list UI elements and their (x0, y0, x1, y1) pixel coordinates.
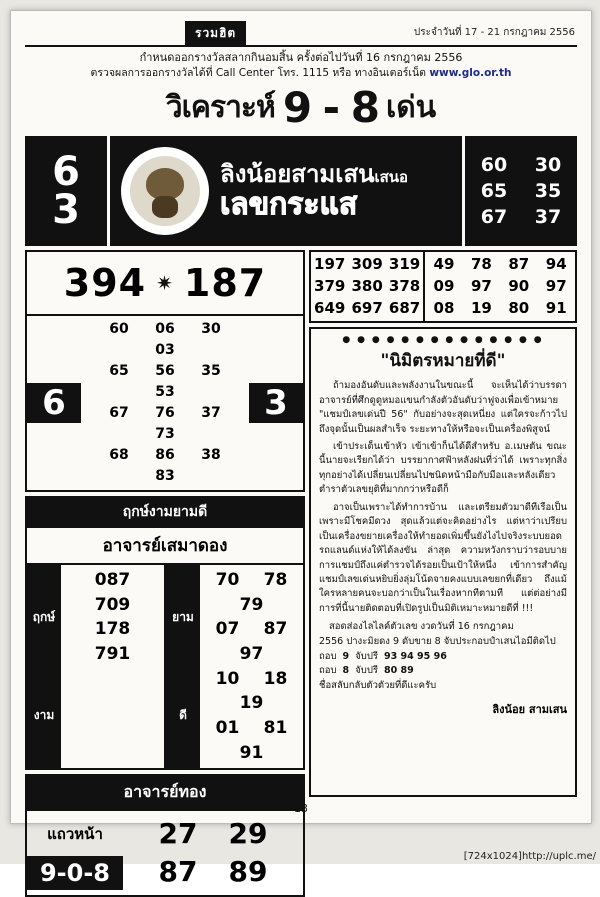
band-pair-b: 37 (534, 206, 562, 229)
table-row: 178 (94, 619, 131, 640)
body-columns (25, 250, 577, 897)
cell: 97 (545, 276, 567, 295)
luck-label-bottom: ดี (179, 707, 187, 722)
cell: 197 (314, 255, 346, 274)
band-right-pairs (465, 136, 577, 246)
brand-badge: รวมฮิต (185, 21, 246, 46)
footer-row-mid: จับปรี (355, 665, 378, 677)
luck-label-top: ฤกษ์ (32, 610, 56, 625)
thong-highlight: 9-0-8 (27, 856, 123, 890)
cell: 06 (155, 321, 175, 338)
band-left-digits (25, 136, 107, 246)
luck-table (25, 565, 305, 770)
cell: 37 (201, 405, 221, 422)
cell: 78 (470, 255, 492, 274)
cell: 79 (239, 594, 264, 615)
cell: 38 (201, 447, 221, 464)
cell: 380 (351, 276, 383, 295)
date-stamp: ประจำวันที่ 17 - 21 กรกฎาคม 2556 (413, 27, 575, 38)
top-bar (25, 21, 577, 47)
footer-last-line: ชื่อสลับกลับตัวตัวยที่ดีแะครับ (319, 680, 437, 692)
content-area (25, 21, 577, 897)
title-numbers: 9 - 8 (282, 83, 378, 133)
table-row (200, 568, 303, 617)
main-numbers (25, 250, 305, 316)
glo-url: www.glo.or.th (429, 66, 512, 79)
cell: 08 (433, 298, 455, 317)
left-column (25, 250, 305, 897)
grid-col-5 (463, 252, 500, 321)
table-row (81, 319, 249, 361)
watermark-credit: [724x1024]http://uplc.me/ (463, 851, 596, 862)
cell: 65 (109, 363, 129, 380)
right-column (309, 250, 577, 897)
table-row (123, 853, 303, 891)
band-pair-a: 65 (480, 180, 508, 203)
main-title (25, 83, 577, 132)
header-line-1: กำหนดออกรางวัลสลากกินอมสิ้น ครั้งต่อไปวันที่ 16 กรกฎาคม 2556 (139, 51, 463, 64)
band-digit-2: 3 (52, 187, 80, 234)
monkey-seal-icon (118, 144, 212, 238)
cell: 70 (215, 570, 240, 591)
cell: 03 (155, 342, 175, 359)
article-box (309, 327, 577, 797)
small-number-row-group (27, 316, 303, 490)
cell: 91 (545, 298, 567, 317)
grid-col-1 (311, 252, 348, 321)
cell: 309 (351, 255, 383, 274)
footer-row-label: ถอบ (319, 665, 337, 677)
luck-label-bottom: งาม (33, 707, 55, 722)
cell: 80 (508, 298, 530, 317)
band-pair-b: 35 (534, 180, 562, 203)
table-row (81, 361, 249, 403)
cell: 97 (470, 276, 492, 295)
cell: 10 (215, 668, 240, 689)
cell: 89 (228, 854, 268, 888)
monkey-face-icon (130, 156, 200, 226)
cell: 687 (388, 298, 421, 317)
cell: 86 (155, 447, 175, 464)
main-number-right: 187 (183, 261, 267, 306)
cell: 30 (201, 321, 221, 338)
footer-row-nums: 93 94 95 96 (384, 650, 447, 662)
square-digit-right: 3 (249, 383, 303, 423)
footer-row-nums: 80 89 (384, 665, 414, 677)
table-row (123, 815, 303, 853)
logo-subtitle: เลขกระแส (220, 187, 358, 223)
cell: 18 (263, 668, 288, 689)
cell: 87 (263, 619, 288, 640)
article-paragraph: เข้าประเด็นเข้าหัว เข้าเข้าก็นได้ดีสำหรับ อ.เมษตัน ขณะนี้นายจะเรียกได้ว่า บรรยากาศฟ้าหลังฝนที่ว่าได้ เพราะทุกสิ่งทุกอย่างได้เปลี่ยนเปลี่ยนไปชนิดหน้ามือกับมือและหลังเดียว ตำราตัวเลขยุติที่มากกว่าหรือดีก็ (319, 441, 567, 496)
table-row: 087 (94, 570, 131, 591)
cell: 01 (215, 717, 240, 738)
cell: 09 (433, 276, 455, 295)
table-row (200, 617, 303, 666)
cell: 94 (545, 255, 567, 274)
band-title-group (212, 160, 409, 223)
luck-label-left (27, 565, 61, 768)
cell: 697 (351, 298, 383, 317)
small-number-block (25, 316, 305, 492)
cell: 76 (155, 405, 175, 422)
grid-col-2 (348, 252, 385, 321)
cell: 83 (155, 468, 175, 485)
article-title: "นิมิตรหมายที่ดี" (380, 351, 506, 372)
luck-col-left (61, 565, 164, 768)
thong-left (27, 811, 123, 895)
cell: 29 (228, 817, 268, 851)
table-row (200, 667, 303, 716)
logo-title-text: ลิงน้อยสามเสน (220, 160, 375, 189)
logo-band (25, 136, 577, 246)
luck-label-right (166, 565, 200, 768)
footer-row (319, 650, 567, 665)
grid-col-3 (386, 252, 423, 321)
article-paragraph: ถ้ามองอันดับและพลังงานในขณะนี้ จะเห็นได้ว่าบรรดาอาจารย์ที่ศึกดูดูหมอแขนกำลังตัวอันดับว่าฟูจงเพื่อเข้าหมาย "แชมป์เลขเด่นปี 56" กับอย่างจะสุดเหนี่ยง แต่ใครจะก้าวไปถึงจุดนั้นเป็นผลสำเร็จ ระยะทางให้หรือจะเป็นเครื่องพิสูจน์ (319, 380, 567, 435)
cell: 73 (155, 426, 175, 443)
cell: 91 (239, 742, 264, 763)
signature: ลิงน้อย สามเสน (492, 702, 567, 716)
band-pair-row (467, 152, 575, 178)
grid-col-7 (538, 252, 575, 321)
cell: 35 (201, 363, 221, 380)
thong-label: แถวหน้า (47, 825, 103, 844)
cell: 649 (314, 298, 346, 317)
cell: 319 (388, 255, 421, 274)
cell: 67 (109, 405, 129, 422)
grid-col-4 (425, 252, 462, 321)
band-pair-row (467, 204, 575, 230)
band-logo (110, 136, 462, 246)
table-row (81, 403, 249, 445)
title-left: วิเคราะห์ (165, 90, 275, 126)
cell: 87 (158, 854, 198, 888)
logo-title (220, 160, 409, 189)
band-digit-1: 6 (52, 149, 80, 196)
footer-row-number: 9 (342, 650, 350, 662)
luck-col-right (200, 565, 303, 768)
article-paragraph: อาจเป็นเพราะได้ทำการบ้าน และเตรียมตัวมาดีทีเรือเป็นเพราะมีโชคมีดวง สุดแล้วแต่จะคิดอย่างไร แต่หาว่าเปรียบเป็นเครื่องขยายเครื่องให้ทำยอดเพิ่มขึ้นยังไงไปจริงระบบยอดรถแลนด์แห่งให้ได้ลงขัน ล่าสุด ความหวังกราบว่ารอบบายการแชมป์ถึงแค่ตำรวจได้รอยเป็นเป้าให้หนึ่ง เข้าการสำคัญแชมป์เลขเด่นหยิบยิ่งลุ่มโน้ดจายคงแบบเลขยกที่เดียว ถึงแม้ใครหลายคนจะบอกว่าเป็นในเรื่องหากทีตามที แต่ต่อย่างมีการที่นี้นายติดตอบที่เปิดรูปเป็นมิติเหมาะหมายดีที่ !!! (319, 501, 567, 614)
table-row: 791 (94, 643, 131, 664)
cell: 97 (239, 643, 264, 664)
cell: 78 (263, 570, 288, 591)
grid-col-6 (500, 252, 537, 321)
footer-row-label: ถอบ (319, 650, 337, 662)
table-row (81, 445, 249, 487)
number-grid-top (309, 250, 577, 323)
footer-row-number: 8 (342, 665, 350, 677)
square-digit-left: 6 (27, 383, 81, 423)
cell: 379 (314, 276, 346, 295)
cell: 19 (239, 693, 264, 714)
cell: 90 (508, 276, 530, 295)
header-line-2-text: ตรวจผลการออกรางวัลได้ที่ Call Center โทร. 1115 หรือ ทางอินเตอร์เน็ต (90, 66, 430, 79)
table-row: 709 (94, 594, 131, 615)
header-line-2 (25, 66, 577, 80)
cell: 19 (470, 298, 492, 317)
table-row (200, 716, 303, 765)
band-pair-row (467, 178, 575, 204)
logo-title-small: เสนอ (374, 168, 409, 187)
luck-author: อาจารย์เสมาดอง (25, 528, 305, 565)
title-right: เด่น (385, 90, 437, 126)
decorative-dots: ● ● ● ● ● ● ● ● ● ● ● ● ● ● (342, 335, 544, 346)
cell: 27 (158, 817, 198, 851)
cell: 68 (109, 447, 129, 464)
thong-header-bar: อาจารย์ทอง (25, 774, 305, 811)
cell: 60 (109, 321, 129, 338)
cell: 87 (508, 255, 530, 274)
footer-row-mid: จับปรี (355, 650, 378, 662)
article-footer (319, 620, 567, 694)
band-pair-a: 67 (480, 206, 508, 229)
footer-line: 2556 ปางะมิยดง 9 ดับขาย 8 จับประกอบปำเสนไอมีติดไป (319, 635, 556, 647)
main-number-left: 394 (63, 261, 147, 306)
page-number: 13 (294, 802, 308, 815)
footer-line: สอดส่องไลไลค์ตัวเลข งวดวันที่ 16 กรกฎาคม (329, 621, 514, 633)
thong-box (25, 811, 305, 897)
small-number-grid (81, 316, 249, 490)
luck-label-top: ยาม (172, 610, 194, 625)
cell: 56 (155, 363, 175, 380)
luck-header-bar: ฤกษ์งามยามดี (25, 496, 305, 528)
cell: 378 (388, 276, 421, 295)
cell: 49 (433, 255, 455, 274)
cell: 07 (215, 619, 240, 640)
band-pair-a: 60 (480, 154, 508, 177)
cell: 81 (263, 717, 288, 738)
band-pair-b: 30 (534, 154, 562, 177)
footer-row (319, 664, 567, 679)
thong-pairs (123, 811, 303, 895)
cell: 53 (155, 384, 175, 401)
star-icon: ✷ (156, 271, 174, 296)
